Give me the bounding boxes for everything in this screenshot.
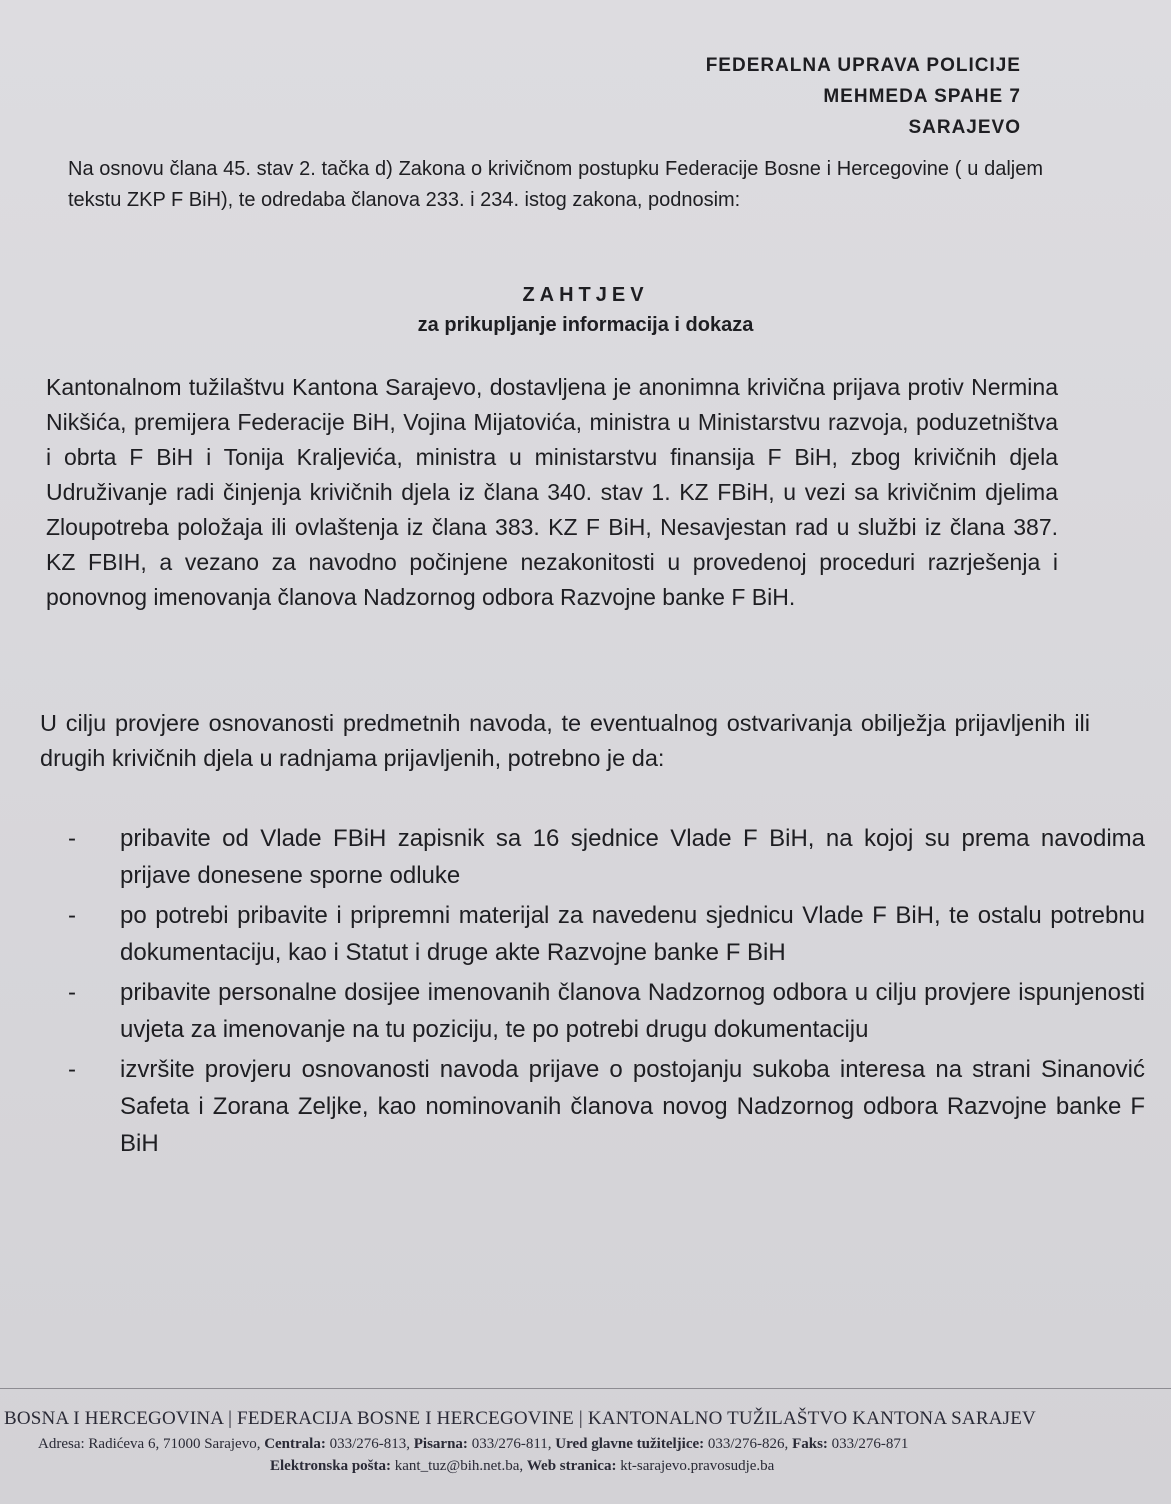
email-value: kant_tuz@bih.net.ba, (394, 1458, 524, 1474)
recipient-street: MEHMEDA SPAHE 7 (823, 86, 1021, 107)
fax-label: Faks: (792, 1436, 828, 1452)
document-subtitle: za prikupljanje informacija i dokaza (417, 314, 754, 336)
footer-divider (0, 1388, 1171, 1389)
list-dash: - (68, 979, 76, 1006)
list-item (60, 897, 1145, 971)
recipient-address (706, 50, 1021, 143)
list-item (60, 820, 1145, 894)
list-dash: - (68, 825, 76, 852)
central-value: 033/276-813, (329, 1436, 411, 1452)
complaint-paragraph: Kantonalnom tužilaštvu Kantona Sarajevo, dostavljena je anonimna krivična prijava protiv Nermina Nikšića, premijera Federacije BiH, Vojina Mijatovića, ministra u Ministarstvu razvoja, poduzetništva i obrta F BiH i Tonija Kraljevića, ministra u ministarstvu finansija F BiH, zbog krivičnih djela Udruživanje radi činjenja krivičnih djela iz člana 340. stav 1. KZ FBiH, u vezi sa krivičnim djelima Zloupotreba položaja ili ovlaštenja iz člana 383. KZ F BiH, Nesavjestan rad u službi iz člana 387. KZ FBIH, a vezano za navodno počinjene nezakonitosti u provedenoj proceduri razrješenja i ponovnog imenovanja članova Nadzornog odbora Razvojne banke F BiH. (46, 374, 1058, 610)
office-label: Pisarna: (413, 1436, 468, 1452)
recipient-city: SARAJEVO (908, 117, 1021, 138)
office-value: 033/276-811, (471, 1436, 552, 1452)
intro-paragraph: Na osnovu člana 45. stav 2. tačka d) Zakona o krivičnom postupku Federacije Bosne i Hercegovine ( u daljem tekstu ZKP F BiH), te odredaba članova 233. i 234. istog zakona, podnosim: (68, 158, 1043, 211)
web-value: kt-sarajevo.pravosudje.ba (620, 1458, 775, 1474)
list-item-text: pribavite personalne dosijee imenovanih članova Nadzornog odbora u cilju provjere ispunjenosti uvjeta za imenovanje na tu poziciju, te po potrebi drugu dokumentaciju (120, 979, 1145, 1043)
list-item (60, 974, 1145, 1048)
address-label: Adresa: (38, 1436, 85, 1452)
recipient-name: FEDERALNA UPRAVA POLICIJE (705, 55, 1021, 76)
list-dash: - (68, 902, 76, 929)
address-value: Radićeva 6, 71000 Sarajevo, (88, 1436, 261, 1452)
footer-contacts (38, 1436, 908, 1453)
footer-institution: BOSNA I HERCEGOVINA | FEDERACIJA BOSNE I HERCEGOVINE | KANTONALNO TUŽILAŠTVO KANTONA SARAJEV (4, 1408, 1036, 1429)
list-item-text: pribavite od Vlade FBiH zapisnik sa 16 sjednice Vlade F BiH, na kojoj su prema navodima prijave donesene sporne odluke (120, 825, 1145, 889)
list-item-text: po potrebi pribavite i pripremni materijal za navedenu sjednicu Vlade F BiH, te ostalu potrebnu dokumentaciju, kao i Statut i druge akte Razvojne banke F BiH (120, 902, 1145, 966)
central-label: Centrala: (264, 1436, 326, 1452)
fax-value: 033/276-871 (831, 1436, 909, 1452)
chief-label: Ured glavne tužiteljice: (555, 1436, 705, 1452)
request-list (60, 820, 1145, 1165)
chief-value: 033/276-826, (707, 1436, 789, 1452)
list-item-text: izvršite provjeru osnovanosti navoda prijave o postojanju sukoba interesa na strani Sinanović Safeta i Zorana Zeljke, kao nominovanih članova novog Nadzornog odbora Razvojne banke F BiH (120, 1056, 1145, 1157)
web-label: Web stranica: (526, 1458, 617, 1474)
document-title: ZAHTJEV (522, 284, 649, 306)
list-item (60, 1051, 1145, 1162)
footer-online (270, 1458, 774, 1475)
request-paragraph: U cilju provjere osnovanosti predmetnih navoda, te eventualnog ostvarivanja obilježja prijavljenih ili drugih krivičnih djela u radnjama prijavljenih, potrebno je da: (40, 710, 1090, 771)
email-label: Elektronska pošta: (270, 1458, 391, 1474)
list-dash: - (68, 1056, 76, 1083)
